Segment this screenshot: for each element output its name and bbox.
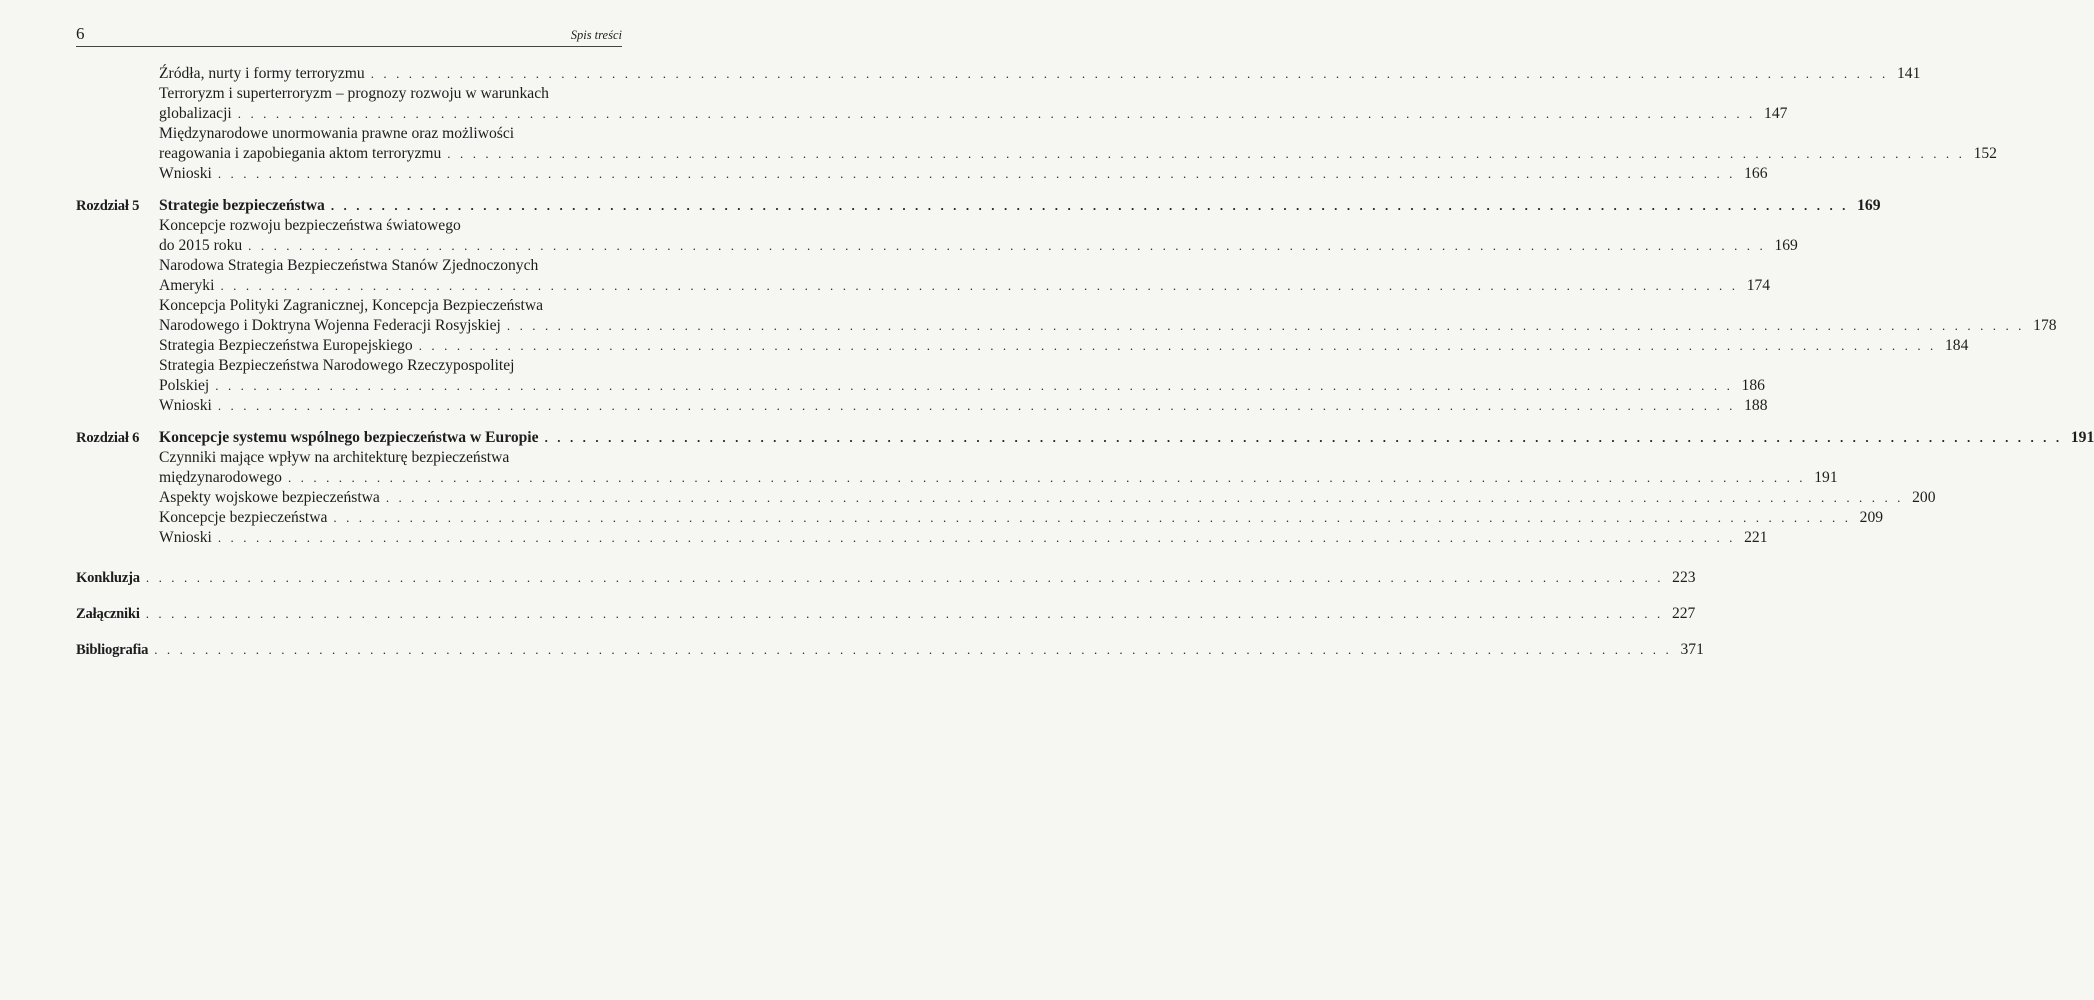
toc-standalone-entry[interactable] [76, 640, 1704, 660]
standalone-label: Konkluzja [76, 570, 140, 586]
entry-last-line [159, 276, 1771, 296]
entry-last-line [159, 428, 2094, 448]
page-reference: 174 [1746, 277, 1771, 294]
toc-entry[interactable] [159, 84, 1788, 124]
page-reference: 178 [2033, 317, 2057, 334]
entry-list [159, 428, 2094, 548]
dot-leader: . . . . . . . . . . . . . . . . . . . . . . . . . . . . . . . . . . . . . . . . . . . . . . . . . . . . . . . . . . . . . . . . . . . . . . . . . . . . . . . . . . . . . . . . . . . . . . . . . . . . . . . . . . . . . . . . . . . . . . . . [237, 106, 1756, 121]
entry-text: Strategie bezpieczeństwa [159, 197, 325, 214]
page-reference: 200 [1912, 489, 1936, 506]
entry-text: międzynarodowego [159, 469, 282, 486]
entry-last-line [159, 164, 1768, 184]
page-header [76, 24, 622, 47]
standalone-label: Bibliografia [76, 642, 149, 658]
entry-text: Narodowa Strategia Bezpieczeństwa Stanów Zjednoczonych [159, 257, 539, 274]
entry-text: Ameryki [159, 277, 215, 294]
dot-leader: . . . . . . . . . . . . . . . . . . . . . . . . . . . . . . . . . . . . . . . . . . . . . . . . . . . . . . . . . . . . . . . . . . . . . . . . . . . . . . . . . . . . . . . . . . . . . . . . . . . . . . . . . . . . . . . . . . . . . . . . [333, 510, 1852, 525]
entry-text: Czynniki mające wpływ na architekturę bezpieczeństwa [159, 449, 510, 466]
entry-text: Koncepcje bezpieczeństwa [159, 509, 328, 526]
table-of-contents [76, 64, 2094, 676]
page-reference: 188 [1744, 397, 1768, 414]
toc-entry[interactable] [159, 216, 1798, 256]
entry-last-line [159, 196, 1881, 216]
entry-text: Aspekty wojskowe bezpieczeństwa [159, 489, 380, 506]
entry-last-line [159, 528, 1768, 548]
dot-leader: . . . . . . . . . . . . . . . . . . . . . . . . . . . . . . . . . . . . . . . . . . . . . . . . . . . . . . . . . . . . . . . . . . . . . . . . . . . . . . . . . . . . . . . . . . . . . . . . . . . . . . . . . . . . . . . . . . . . . . . . [248, 238, 1766, 253]
dot-leader: . . . . . . . . . . . . . . . . . . . . . . . . . . . . . . . . . . . . . . . . . . . . . . . . . . . . . . . . . . . . . . . . . . . . . . . . . . . . . . . . . . . . . . . . . . . . . . . . . . . . . . . . . . . . . . . . . . . . . . . . [447, 146, 1965, 161]
dot-leader: . . . . . . . . . . . . . . . . . . . . . . . . . . . . . . . . . . . . . . . . . . . . . . . . . . . . . . . . . . . . . . . . . . . . . . . . . . . . . . . . . . . . . . . . . . . . . . . . . . . . . . . . . . . . . . . . . . . . . . . . [217, 530, 1736, 545]
chapter-title-entry[interactable] [159, 428, 2094, 448]
page-reference: 147 [1764, 105, 1788, 122]
dot-leader: . . . . . . . . . . . . . . . . . . . . . . . . . . . . . . . . . . . . . . . . . . . . . . . . . . . . . . . . . . . . . . . . . . . . . . . . . . . . . . . . . . . . . . . . . . . . . . . . . . . . . . . . . . . . . . . . . . . . . . . . [544, 430, 2063, 445]
entry-text: Koncepcje rozwoju bezpieczeństwa światowego [159, 217, 461, 234]
dot-leader: . . . . . . . . . . . . . . . . . . . . . . . . . . . . . . . . . . . . . . . . . . . . . . . . . . . . . . . . . . . . . . . . . . . . . . . . . . . . . . . . . . . . . . . . . . . . . . . . . . . . . . . . . . . . . . . . . . . . . . . . [330, 198, 1849, 213]
entry-last-line [159, 64, 1921, 84]
page-reference: 152 [1973, 145, 1997, 162]
standalone-label: Załączniki [76, 606, 140, 622]
entry-list [159, 64, 1997, 184]
entry-text: Źródła, nurty i formy terroryzmu [159, 65, 365, 82]
toc-entry[interactable] [159, 336, 1969, 356]
entry-last-line [159, 144, 1997, 164]
dot-leader: . . . . . . . . . . . . . . . . . . . . . . . . . . . . . . . . . . . . . . . . . . . . . . . . . . . . . . . . . . . . . . . . . . . . . . . . . . . . . . . . . . . . . . . . . . . . . . . . . . . . . . . . . . . . . . . . . . . . . . . . [217, 398, 1736, 413]
toc-entry[interactable] [159, 396, 1768, 416]
entry-last-line [159, 376, 1765, 396]
entry-text: reagowania i zapobiegania aktom terroryzmu [159, 145, 442, 162]
page-reference: 166 [1744, 165, 1768, 182]
dot-leader: . . . . . . . . . . . . . . . . . . . . . . . . . . . . . . . . . . . . . . . . . . . . . . . . . . . . . . . . . . . . . . . . . . . . . . . . . . . . . . . . . . . . . . . . . . . . . . . . . . . . . . . . . . . . . . . . . . . . . . . . [506, 318, 2025, 333]
entry-last-line [159, 468, 1838, 488]
toc-entry[interactable] [159, 256, 1771, 296]
entry-text: Wnioski [159, 529, 212, 546]
dot-leader: . . . . . . . . . . . . . . . . . . . . . . . . . . . . . . . . . . . . . . . . . . . . . . . . . . . . . . . . . . . . . . . . . . . . . . . . . . . . . . . . . . . . . . . . . . . . . . . . . . . . . . . . . . . . . . . . . . . . . . . . [154, 642, 1672, 657]
entry-text: Narodowego i Doktryna Wojenna Federacji Rosyjskiej [159, 317, 501, 334]
section-spacer [76, 560, 622, 568]
entry-text: Koncepcje systemu wspólnego bezpieczeństwa w Europie [159, 429, 539, 446]
entry-last-line [159, 488, 1936, 508]
page-reference: 184 [1945, 337, 1969, 354]
page-number: 6 [76, 24, 85, 43]
page-reference: 227 [1671, 605, 1696, 622]
entry-text: Międzynarodowe unormowania prawne oraz możliwości [159, 125, 515, 142]
chapter-title-entry[interactable] [159, 196, 1881, 216]
toc-section [76, 64, 1997, 184]
entry-text: globalizacji [159, 105, 232, 122]
entry-text: do 2015 roku [159, 237, 243, 254]
entry-text: Wnioski [159, 397, 212, 414]
toc-entry[interactable] [159, 508, 1884, 528]
toc-entry[interactable] [159, 124, 1997, 164]
page-reference: 169 [1857, 197, 1881, 214]
toc-entry[interactable] [159, 164, 1768, 184]
dot-leader: . . . . . . . . . . . . . . . . . . . . . . . . . . . . . . . . . . . . . . . . . . . . . . . . . . . . . . . . . . . . . . . . . . . . . . . . . . . . . . . . . . . . . . . . . . . . . . . . . . . . . . . . . . . . . . . . . . . . . . . . [215, 378, 1733, 393]
toc-entry[interactable] [159, 64, 1921, 84]
entry-text: Koncepcja Polityki Zagranicznej, Koncepcja Bezpieczeństwa [159, 297, 544, 314]
dot-leader: . . . . . . . . . . . . . . . . . . . . . . . . . . . . . . . . . . . . . . . . . . . . . . . . . . . . . . . . . . . . . . . . . . . . . . . . . . . . . . . . . . . . . . . . . . . . . . . . . . . . . . . . . . . . . . . . . . . . . . . . [217, 166, 1736, 181]
page-reference: 191 [2070, 429, 2094, 446]
dot-leader: . . . . . . . . . . . . . . . . . . . . . . . . . . . . . . . . . . . . . . . . . . . . . . . . . . . . . . . . . . . . . . . . . . . . . . . . . . . . . . . . . . . . . . . . . . . . . . . . . . . . . . . . . . . . . . . . . . . . . . . . [385, 490, 1904, 505]
toc-section [76, 428, 2094, 548]
entry-last-line [159, 236, 1798, 256]
toc-section [76, 196, 2057, 416]
toc-entry[interactable] [159, 528, 1768, 548]
running-head: Spis treści [570, 28, 622, 42]
page-reference: 223 [1672, 569, 1696, 586]
page-reference: 221 [1744, 529, 1768, 546]
entry-text: Strategia Bezpieczeństwa Europejskiego [159, 337, 413, 354]
entry-text: Wnioski [159, 165, 212, 182]
page-reference: 141 [1896, 65, 1921, 82]
chapter-label: Rozdział 5 [76, 198, 140, 214]
dot-leader: . . . . . . . . . . . . . . . . . . . . . . . . . . . . . . . . . . . . . . . . . . . . . . . . . . . . . . . . . . . . . . . . . . . . . . . . . . . . . . . . . . . . . . . . . . . . . . . . . . . . . . . . . . . . . . . . . . . . . . . . [145, 570, 1664, 585]
toc-standalone-entry[interactable] [76, 604, 1696, 624]
toc-standalone-entry[interactable] [76, 568, 1696, 588]
chapter-label: Rozdział 6 [76, 430, 140, 446]
entry-text: Strategia Bezpieczeństwa Narodowego Rzeczypospolitej [159, 357, 515, 374]
toc-entry[interactable] [159, 488, 1936, 508]
entry-last-line [159, 508, 1884, 528]
page-reference: 209 [1859, 509, 1884, 526]
page-reference: 169 [1774, 237, 1798, 254]
entry-last-line [159, 336, 1969, 356]
page-reference: 186 [1741, 377, 1765, 394]
dot-leader: . . . . . . . . . . . . . . . . . . . . . . . . . . . . . . . . . . . . . . . . . . . . . . . . . . . . . . . . . . . . . . . . . . . . . . . . . . . . . . . . . . . . . . . . . . . . . . . . . . . . . . . . . . . . . . . . . . . . . . . . [418, 338, 1937, 353]
entry-text: Polskiej [159, 377, 210, 394]
entry-list [159, 196, 2057, 416]
toc-entry[interactable] [159, 448, 1838, 488]
entry-last-line [159, 104, 1788, 124]
entry-last-line [159, 316, 2057, 336]
dot-leader: . . . . . . . . . . . . . . . . . . . . . . . . . . . . . . . . . . . . . . . . . . . . . . . . . . . . . . . . . . . . . . . . . . . . . . . . . . . . . . . . . . . . . . . . . . . . . . . . . . . . . . . . . . . . . . . . . . . . . . . . [370, 66, 1889, 81]
dot-leader: . . . . . . . . . . . . . . . . . . . . . . . . . . . . . . . . . . . . . . . . . . . . . . . . . . . . . . . . . . . . . . . . . . . . . . . . . . . . . . . . . . . . . . . . . . . . . . . . . . . . . . . . . . . . . . . . . . . . . . . . [145, 606, 1664, 621]
page-reference: 191 [1814, 469, 1838, 486]
entry-text: Terroryzm i superterroryzm – prognozy rozwoju w warunkach [159, 85, 549, 102]
entry-last-line [159, 396, 1768, 416]
dot-leader: . . . . . . . . . . . . . . . . . . . . . . . . . . . . . . . . . . . . . . . . . . . . . . . . . . . . . . . . . . . . . . . . . . . . . . . . . . . . . . . . . . . . . . . . . . . . . . . . . . . . . . . . . . . . . . . . . . . . . . . . [287, 470, 1806, 485]
page-reference: 371 [1680, 641, 1704, 658]
toc-entry[interactable] [159, 296, 2057, 336]
toc-entry[interactable] [159, 356, 1765, 396]
dot-leader: . . . . . . . . . . . . . . . . . . . . . . . . . . . . . . . . . . . . . . . . . . . . . . . . . . . . . . . . . . . . . . . . . . . . . . . . . . . . . . . . . . . . . . . . . . . . . . . . . . . . . . . . . . . . . . . . . . . . . . . . [220, 278, 1739, 293]
